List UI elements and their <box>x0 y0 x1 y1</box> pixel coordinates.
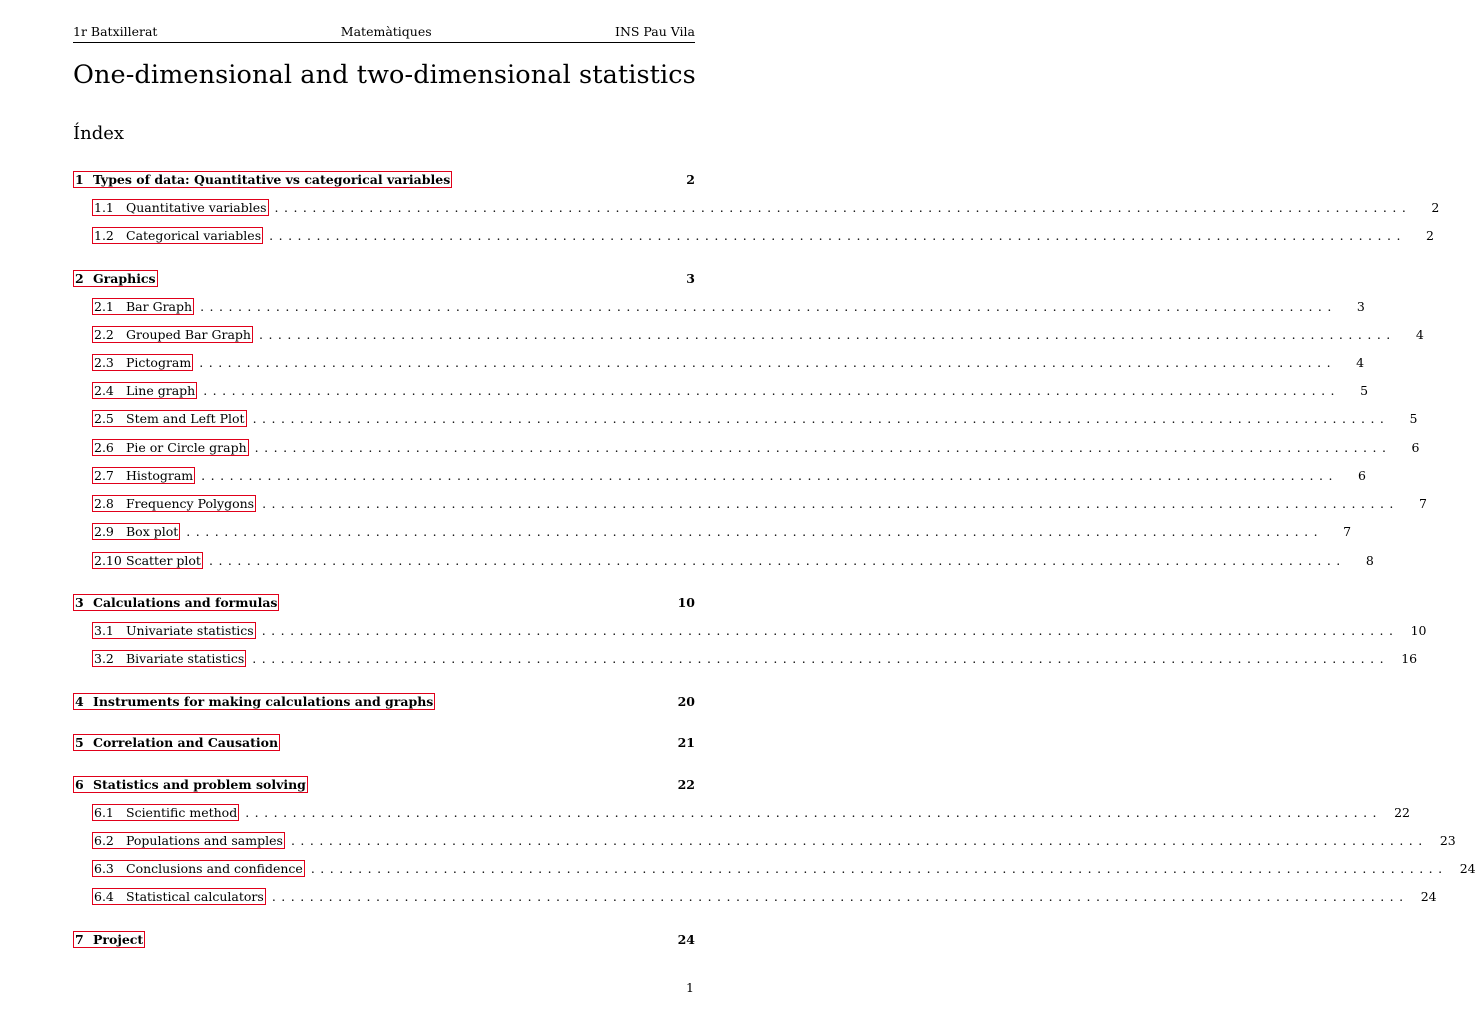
toc-link[interactable] <box>73 734 280 751</box>
toc-number: 3.2 <box>94 650 114 666</box>
toc-label: Statistics and problem solving <box>93 776 306 792</box>
toc-number: 5 <box>75 734 84 750</box>
toc-page-ref: 10 <box>677 594 695 610</box>
toc-link[interactable] <box>92 227 263 244</box>
dot-leader: ........................................................................................................................ <box>310 860 1448 876</box>
toc-page-ref: 7 <box>1343 523 1352 539</box>
toc-label: Histogram <box>126 467 194 483</box>
toc-number: 6 <box>75 776 84 792</box>
toc-subsection-row <box>92 621 1427 639</box>
toc-label: Scientific method <box>126 804 238 820</box>
toc-label: Populations and samples <box>126 832 283 848</box>
toc-link[interactable] <box>92 804 239 821</box>
toc-page-ref: 2 <box>1431 199 1440 215</box>
toc-section-row <box>73 733 695 751</box>
toc-link[interactable] <box>73 931 145 948</box>
dot-leader: ........................................................................................................................ <box>199 354 1337 370</box>
toc-page-ref: 7 <box>1418 495 1427 511</box>
toc-page-ref: 4 <box>1356 354 1365 370</box>
toc-subsection-row <box>92 466 1366 484</box>
toc-link[interactable] <box>73 171 452 188</box>
toc-subsection-row <box>92 887 1437 905</box>
toc-page-ref: 5 <box>1409 410 1418 426</box>
toc-section-row <box>73 593 695 611</box>
toc-label: Instruments for making calculations and graphs <box>93 693 434 709</box>
toc-label: Categorical variables <box>126 227 262 243</box>
dot-leader: ........................................................................................................................ <box>252 650 1390 666</box>
toc-number: 6.1 <box>94 804 114 820</box>
toc-link[interactable] <box>92 298 194 315</box>
dot-leader: ........................................................................................................................ <box>271 888 1409 904</box>
toc-label: Bar Graph <box>126 298 193 314</box>
toc-link[interactable] <box>73 270 158 287</box>
dot-leader: ........................................................................................................................ <box>208 552 1346 568</box>
toc-label: Correlation and Causation <box>93 734 279 750</box>
toc-link[interactable] <box>92 326 253 343</box>
toc-page-ref: 3 <box>1356 298 1365 314</box>
toc-label: Grouped Bar Graph <box>126 326 251 342</box>
toc-page-ref: 8 <box>1365 552 1374 568</box>
toc-page-ref: 2 <box>686 171 695 187</box>
header-right: INS Pau Vila <box>615 24 695 39</box>
toc-number: 2.7 <box>94 467 114 483</box>
toc-page-ref: 2 <box>1425 227 1434 243</box>
toc-label: Statistical calculators <box>126 888 264 904</box>
dot-leader: ........................................................................................................................ <box>269 227 1406 243</box>
toc-number: 2.8 <box>94 495 114 511</box>
dot-leader: ........................................................................................................................ <box>203 382 1341 398</box>
toc-page-ref: 6 <box>1411 439 1420 455</box>
toc-subsection-row <box>92 494 1427 512</box>
toc-label: Bivariate statistics <box>126 650 245 666</box>
dot-leader: ........................................................................................................................ <box>262 495 1399 511</box>
toc-number: 1.2 <box>94 227 114 243</box>
toc-number: 2.5 <box>94 410 114 426</box>
toc-link[interactable] <box>92 888 266 905</box>
dot-leader: ........................................................................................................................ <box>290 832 1428 848</box>
toc-page-ref: 4 <box>1415 326 1424 342</box>
toc-number: 2.6 <box>94 439 114 455</box>
toc-link[interactable] <box>92 650 246 667</box>
toc-link[interactable] <box>92 495 256 512</box>
toc-link[interactable] <box>92 354 193 371</box>
toc-subsection-row <box>92 803 1411 821</box>
toc-label: Conclusions and confidence <box>126 860 303 876</box>
toc-label: Pie or Circle graph <box>126 439 247 455</box>
document-title: One-dimensional and two-dimensional statistics <box>73 60 696 90</box>
dot-leader: ........................................................................................................................ <box>200 298 1337 314</box>
toc-number: 1.1 <box>94 199 114 215</box>
toc-label: Project <box>93 931 144 947</box>
toc-number: 2.2 <box>94 326 114 342</box>
toc-label: Univariate statistics <box>126 622 254 638</box>
toc-subsection-row <box>92 649 1418 667</box>
toc-section-row <box>73 930 695 948</box>
toc-subsection-row <box>92 325 1424 343</box>
toc-section-row <box>73 775 695 793</box>
toc-subsection-row <box>92 226 1434 244</box>
toc-subsection-row <box>92 198 1440 216</box>
toc-label: Frequency Polygons <box>126 495 255 511</box>
dot-leader: ........................................................................................................................ <box>258 326 1396 342</box>
header-center: Matemàtiques <box>340 24 432 39</box>
toc-page-ref: 24 <box>1420 888 1437 904</box>
toc-link[interactable] <box>73 776 308 793</box>
toc-link[interactable] <box>92 832 285 849</box>
toc-page-ref: 3 <box>686 270 695 286</box>
toc-page-ref: 21 <box>677 734 695 750</box>
toc-label: Quantitative variables <box>126 199 267 215</box>
toc-page-ref: 16 <box>1401 650 1418 666</box>
toc-link[interactable] <box>92 199 269 216</box>
toc-label: Line graph <box>126 382 196 398</box>
toc-label: Types of data: Quantitative vs categorical variables <box>93 171 451 187</box>
toc-section-row <box>73 692 695 710</box>
toc-page-ref: 20 <box>677 693 695 709</box>
toc-page-ref: 10 <box>1410 622 1427 638</box>
toc-number: 2 <box>75 270 84 286</box>
toc-number: 1 <box>75 171 84 187</box>
toc-page-ref: 24 <box>1459 860 1476 876</box>
toc-number: 3 <box>75 594 84 610</box>
toc-page-ref: 24 <box>677 931 695 947</box>
toc-page-ref: 23 <box>1439 832 1456 848</box>
toc-number: 4 <box>75 693 84 709</box>
toc-number: 2.9 <box>94 523 114 539</box>
toc-label: Graphics <box>93 270 156 286</box>
toc-subsection-row <box>92 297 1365 315</box>
toc-number: 6.3 <box>94 860 114 876</box>
toc-section-row <box>73 269 695 287</box>
toc-section-row <box>73 170 695 188</box>
toc-number: 2.10 <box>94 552 122 568</box>
toc-page-ref: 22 <box>677 776 695 792</box>
toc-number: 6.2 <box>94 832 114 848</box>
toc-number: 7 <box>75 931 84 947</box>
toc-page-ref: 5 <box>1360 382 1369 398</box>
toc-link[interactable] <box>92 860 305 877</box>
toc-page-ref: 6 <box>1358 467 1366 483</box>
toc-label: Scatter plot <box>126 552 201 568</box>
toc-subsection-row <box>92 831 1456 849</box>
toc-label: Calculations and formulas <box>93 594 278 610</box>
toc-link[interactable] <box>92 552 203 569</box>
dot-leader: ........................................................................................................................ <box>252 410 1390 426</box>
toc-link[interactable] <box>73 693 435 710</box>
toc-number: 2.1 <box>94 298 114 314</box>
dot-leader: ........................................................................................................................ <box>261 622 1399 638</box>
index-heading: Índex <box>73 123 125 144</box>
toc-number: 6.4 <box>94 888 114 904</box>
toc-subsection-row <box>92 438 1420 456</box>
toc-number: 2.3 <box>94 354 114 370</box>
page-number: 1 <box>686 980 694 995</box>
toc-page-ref: 22 <box>1394 804 1411 820</box>
toc-link[interactable] <box>73 594 279 611</box>
dot-leader: ........................................................................................................................ <box>201 467 1338 483</box>
dot-leader: ........................................................................................................................ <box>186 523 1324 539</box>
toc-subsection-row <box>92 859 1476 877</box>
toc-link[interactable] <box>92 467 195 484</box>
toc-number: 3.1 <box>94 622 114 638</box>
toc-number: 2.4 <box>94 382 114 398</box>
toc-subsection-row <box>92 409 1418 427</box>
toc-subsection-row <box>92 353 1365 371</box>
toc-label: Box plot <box>126 523 179 539</box>
toc-label: Stem and Left Plot <box>126 410 245 426</box>
header-left: 1r Batxillerat <box>73 24 158 39</box>
toc-subsection-row <box>92 522 1352 540</box>
toc-link[interactable] <box>92 622 256 639</box>
toc-subsection-row <box>92 551 1374 569</box>
toc-link[interactable] <box>92 410 247 427</box>
toc-link[interactable] <box>92 523 180 540</box>
dot-leader: ........................................................................................................................ <box>254 439 1392 455</box>
toc-label: Pictogram <box>126 354 192 370</box>
toc-link[interactable] <box>92 439 249 456</box>
dot-leader: ........................................................................................................................ <box>274 199 1412 215</box>
toc-subsection-row <box>92 381 1369 399</box>
toc-link[interactable] <box>92 382 197 399</box>
dot-leader: ........................................................................................................................ <box>245 804 1383 820</box>
